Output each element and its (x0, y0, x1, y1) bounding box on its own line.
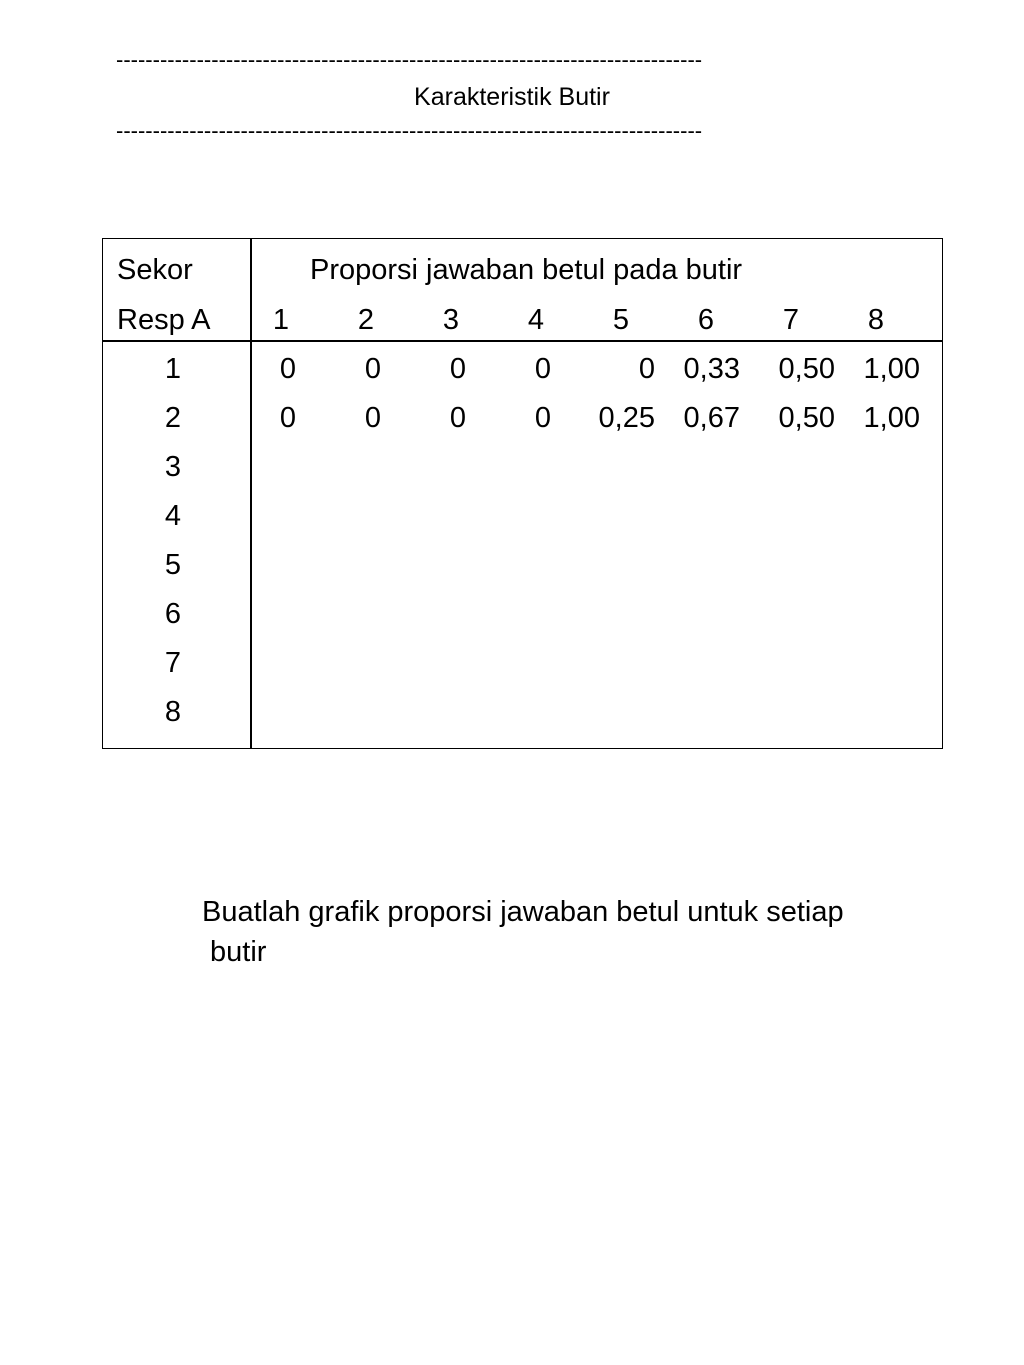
table-cell: 0 (364, 402, 381, 434)
table-cell: 0 (638, 353, 655, 385)
page-title: Karakteristik Butir (414, 83, 610, 111)
header-item-4: 4 (527, 304, 545, 336)
header-sekor: Sekor (117, 254, 193, 286)
row-sekor-3: 3 (164, 451, 182, 483)
row-sekor-7: 7 (164, 647, 182, 679)
rule-top: -------------------------------------------------------------------------------- (116, 47, 703, 72)
header-divider (103, 340, 942, 342)
table-cell: 1,00 (863, 402, 920, 434)
table-cell: 0 (449, 402, 466, 434)
header-item-1: 1 (272, 304, 290, 336)
row-sekor-2: 2 (164, 402, 182, 434)
row-sekor-4: 4 (164, 500, 182, 532)
header-proportion-title: Proporsi jawaban betul pada butir (310, 254, 743, 286)
column-divider (250, 239, 252, 748)
instruction-line-1: Buatlah grafik proporsi jawaban betul untuk setiap (202, 896, 844, 928)
header-item-8: 8 (867, 304, 885, 336)
table-cell: 0 (534, 353, 551, 385)
instruction-line-2: butir (210, 936, 267, 968)
header-item-5: 5 (612, 304, 630, 336)
table-cell: 0,67 (683, 402, 740, 434)
table-cell: 0 (279, 402, 296, 434)
table-cell: 0,50 (778, 353, 835, 385)
table-cell: 0,25 (598, 402, 655, 434)
row-sekor-8: 8 (164, 696, 182, 728)
header-item-6: 6 (697, 304, 715, 336)
table-cell: 1,00 (863, 353, 920, 385)
proportion-table (102, 238, 943, 749)
table-cell: 0,50 (778, 402, 835, 434)
header-item-2: 2 (357, 304, 375, 336)
row-sekor-6: 6 (164, 598, 182, 630)
row-sekor-5: 5 (164, 549, 182, 581)
table-cell: 0,33 (683, 353, 740, 385)
table-cell: 0 (364, 353, 381, 385)
instruction-text (202, 892, 844, 972)
table-cell: 0 (449, 353, 466, 385)
header-item-7: 7 (782, 304, 800, 336)
row-sekor-1: 1 (164, 353, 182, 385)
table-cell: 0 (279, 353, 296, 385)
rule-bottom: -------------------------------------------------------------------------------- (116, 118, 703, 143)
header-resp-a: Resp A (117, 304, 211, 336)
table-cell: 0 (534, 402, 551, 434)
header-item-3: 3 (442, 304, 460, 336)
